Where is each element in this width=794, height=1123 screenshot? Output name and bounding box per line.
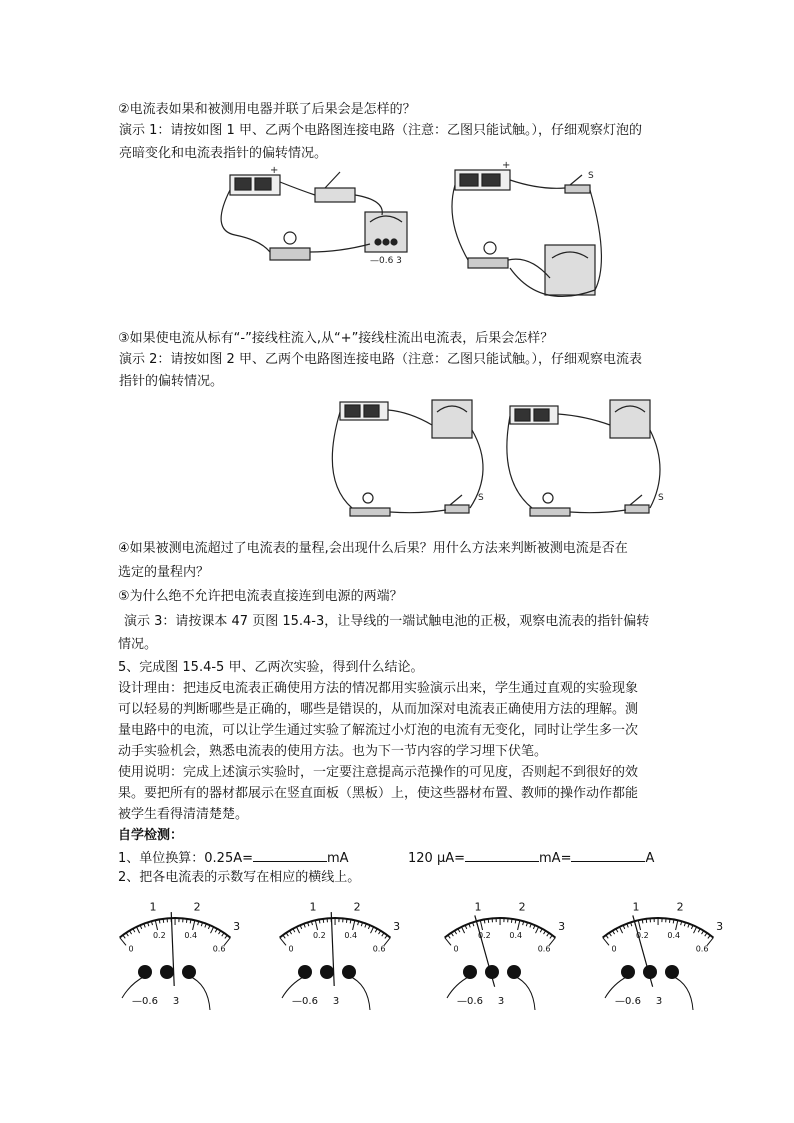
dial-top-label: 1 (632, 900, 640, 914)
wire (122, 976, 145, 998)
dial-bottom-label: 0.4 (509, 930, 523, 940)
terminal (320, 965, 334, 979)
dial-bottom-label: 0 (288, 944, 294, 954)
dial-tick (315, 920, 317, 930)
dial-top-label: 1 (149, 900, 157, 914)
dial-tick (694, 927, 697, 933)
usage-line2: 果。要把所有的器材都展示在竖直面板（黑板）上，使这些器材布置、教师的操作动作都能 (118, 786, 639, 801)
terminal-label: —0.6 (615, 996, 641, 1007)
q2-demo-line1: 演示 1：请按如图 1 甲、乙两个电路图连接电路（注意：乙图只能试触。），仔细观察灯泡的 (119, 123, 642, 138)
figure-2-circuits (320, 390, 665, 525)
dial-bottom-label: 0.6 (537, 944, 551, 954)
dial-tick (642, 919, 643, 923)
dial-tick (385, 935, 387, 938)
dial-tick (518, 920, 520, 930)
dial-top-label: 2 (676, 900, 684, 914)
item-5: 5、完成图 15.4-5 甲、乙两次实验，得到什么结论。 (118, 660, 424, 675)
self-test-q1 (118, 848, 349, 868)
dial-tick (627, 924, 628, 928)
dial-tick (190, 919, 191, 923)
dial-tick (379, 931, 381, 934)
dial-tick (365, 924, 366, 928)
dial-tick (375, 929, 377, 933)
svg-text:+: + (270, 165, 279, 176)
terminal-label: 3 (172, 996, 180, 1007)
dial-tick (155, 920, 157, 930)
q4-line1: ④如果被测电流超过了电流表的量程,会出现什么后果？用什么方法来判断被测电流是否在 (118, 541, 628, 556)
fig1-switch-label: S (588, 171, 594, 181)
dial-tick (445, 938, 451, 946)
q1b-prefix: 120 μA= (408, 851, 466, 866)
dial-top-label: 2 (193, 900, 201, 914)
reason-line3: 量电路中的电流，可以让学生通过实验了解流过小灯泡的电流有无变化，同时让学生多一次 (118, 723, 639, 738)
terminal-label: —0.6 (457, 996, 483, 1007)
fig2-switch-label-right: S (658, 493, 664, 503)
dial-tick (283, 935, 285, 938)
dial-bottom-label: 0.6 (372, 944, 386, 954)
wire (349, 976, 370, 1010)
dial-tick (225, 935, 227, 938)
dial-tick (286, 933, 288, 936)
dial-tick (676, 920, 678, 930)
dial-tick (137, 927, 140, 933)
ammeter-dial-2 (280, 900, 400, 1010)
terminal-label: 3 (497, 996, 505, 1007)
terminal (160, 965, 174, 979)
dial-tick (211, 927, 214, 933)
svg-text:+: + (502, 160, 511, 171)
dial-tick (120, 938, 126, 946)
dial-tick (673, 919, 674, 923)
reason-line1: 设计理由：把违反电流表正确使用方法的情况都用实验演示出来，学生通过直观的实验现象 (118, 681, 639, 696)
q1-unit-1: mA (327, 851, 349, 866)
dial-tick (448, 935, 450, 938)
dial-tick (688, 924, 689, 928)
usage-line3: 被学生看得清清楚楚。 (118, 807, 249, 822)
dial-bottom-label: 0.6 (212, 944, 226, 954)
dial-tick (350, 919, 351, 923)
dial-bottom-label: 0.2 (477, 930, 491, 940)
terminal (507, 965, 521, 979)
dial-tick (353, 920, 355, 930)
dial-tick (702, 931, 704, 934)
dial-tick (462, 927, 465, 933)
self-test-q2: 2、把各电流表的示数写在相应的横线上。 (118, 870, 361, 885)
ammeter-dial-3 (445, 900, 565, 1010)
dial-bottom-label: 0.2 (152, 930, 166, 940)
ammeter-dial-4 (603, 900, 723, 1010)
q3-demo-line2: 指针的偏转情况。 (119, 374, 224, 389)
wire (447, 976, 470, 998)
dial-tick (193, 920, 195, 930)
dial-tick (484, 919, 485, 923)
q5-line1: ⑤为什么绝不允许把电流表直接连到电源的两端？ (118, 589, 403, 604)
self-test-q1b (408, 848, 654, 868)
dial-tick (511, 919, 512, 923)
ammeter-dials (100, 888, 730, 1010)
dial-bottom-label: 0.2 (312, 930, 326, 940)
wire (605, 976, 628, 998)
wire (672, 976, 693, 1010)
dial-tick (638, 920, 640, 930)
q1-blank-1[interactable] (253, 848, 327, 862)
terminal (182, 965, 196, 979)
q2-demo-line2: 亮暗变化和电流表指针的偏转情况。 (119, 146, 328, 161)
dial-tick (480, 920, 482, 930)
terminal (665, 965, 679, 979)
dial-tick (530, 924, 531, 928)
dial-tick (515, 919, 516, 923)
dial-tick (371, 927, 374, 933)
dial-tick (550, 935, 552, 938)
fig1-meter-label: —0.6 3 (370, 256, 402, 266)
dial-tick (603, 938, 609, 946)
dial-top-label: 3 (558, 919, 566, 933)
q4-line2: 选定的量程内？ (118, 565, 210, 580)
terminal (342, 965, 356, 979)
dial-tick (201, 922, 202, 926)
terminal-label: 3 (655, 996, 663, 1007)
dial-tick (163, 919, 164, 923)
dial-tick (455, 931, 457, 934)
dial-bottom-label: 0.4 (667, 930, 681, 940)
dial-tick (304, 924, 305, 928)
terminal (138, 965, 152, 979)
dial-tick (144, 924, 145, 928)
dial-tick (186, 919, 187, 923)
dial-tick (297, 927, 300, 933)
dial-tick (616, 929, 618, 933)
dial-tick (130, 931, 132, 934)
dial-tick (620, 927, 623, 933)
terminal (485, 965, 499, 979)
q3-demo-line1: 演示 2：请按如图 2 甲、乙两个电路图连接电路（注意：乙图只能试触。），仔细观察电流表 (119, 352, 642, 367)
dial-top-label: 2 (353, 900, 361, 914)
dial-tick (290, 931, 292, 934)
dial-top-label: 2 (518, 900, 526, 914)
dial-tick (323, 919, 324, 923)
fig2-switch-label-left: S (478, 493, 484, 503)
dial-bottom-label: 0 (453, 944, 459, 954)
dial-tick (293, 929, 295, 933)
dial-tick (646, 919, 647, 923)
terminal (621, 965, 635, 979)
q5-demo-line2: 情况。 (118, 637, 158, 652)
dial-tick (544, 931, 546, 934)
dial-tick (606, 935, 608, 938)
dial-tick (346, 919, 347, 923)
dial-tick (451, 933, 453, 936)
terminal-label: —0.6 (292, 996, 318, 1007)
terminal (298, 965, 312, 979)
dial-tick (547, 933, 549, 936)
dial-tick (159, 919, 160, 923)
dial-bottom-label: 0.2 (635, 930, 649, 940)
dial-tick (133, 929, 135, 933)
dial-bottom-label: 0.4 (184, 930, 198, 940)
dial-tick (382, 933, 384, 936)
dial-tick (222, 933, 224, 936)
figure-1-circuits (210, 160, 610, 310)
wire (189, 976, 210, 1010)
reason-line4: 动手实验机会，熟悉电流表的使用方法。也为下一节内容的学习埋下伏笔。 (118, 744, 548, 759)
q1-blank-2[interactable] (465, 848, 539, 862)
terminal (463, 965, 477, 979)
dial-tick (708, 935, 710, 938)
dial-bottom-label: 0 (128, 944, 134, 954)
terminal (643, 965, 657, 979)
dial-tick (488, 919, 489, 923)
dial-tick (669, 919, 670, 923)
dial-bottom-label: 0.6 (695, 944, 709, 954)
dial-top-label: 3 (233, 919, 241, 933)
reason-line2: 可以轻易的判断哪些是正确的，哪些是错误的，从而加深对电流表正确使用方法的理解。测 (118, 702, 639, 717)
q2-title: ②电流表如果和被测用电器并联了后果会是怎样的？ (118, 102, 416, 117)
terminal-label: 3 (332, 996, 340, 1007)
dial-tick (613, 931, 615, 934)
wire (514, 976, 535, 1010)
q5-demo-line1: 演示 3：请按课本 47 页图 15.4-3，让导线的一端试触电池的正极，观察电流表的指针偏转 (124, 614, 650, 629)
dial-tick (536, 927, 539, 933)
dial-tick (319, 919, 320, 923)
dial-tick (526, 922, 527, 926)
dial-tick (609, 933, 611, 936)
dial-bottom-label: 0 (611, 944, 617, 954)
self-test-heading: 自学检测： (118, 828, 184, 843)
dial-tick (219, 931, 221, 934)
dial-top-label: 3 (393, 919, 401, 933)
q1-prefix: 1、单位换算：0.25A= (118, 851, 254, 866)
terminal-label: —0.6 (132, 996, 158, 1007)
dial-tick (205, 924, 206, 928)
dial-tick (123, 935, 125, 938)
dial-tick (148, 922, 149, 926)
ammeter-dial-1 (120, 900, 240, 1010)
usage-line1: 使用说明：完成上述演示实验时，一定要注意提高示范操作的可见度，否则起不到很好的效 (118, 765, 639, 780)
dial-tick (458, 929, 460, 933)
dial-top-label: 1 (309, 900, 317, 914)
dial-tick (126, 933, 128, 936)
dial-tick (280, 938, 286, 946)
dial-tick (361, 922, 362, 926)
q3-title: ③如果使电流从标有“-”接线柱流入,从“+”接线柱流出电流表，后果会怎样？ (118, 331, 554, 346)
dial-tick (473, 922, 474, 926)
q1-blank-3[interactable] (571, 848, 645, 862)
dial-tick (215, 929, 217, 933)
dial-tick (540, 929, 542, 933)
dial-tick (631, 922, 632, 926)
dial-tick (469, 924, 470, 928)
dial-tick (684, 922, 685, 926)
dial-tick (705, 933, 707, 936)
dial-tick (308, 922, 309, 926)
dial-bottom-label: 0.4 (344, 930, 358, 940)
q1-unit-3: A (645, 851, 655, 866)
dial-tick (698, 929, 700, 933)
wire (282, 976, 305, 998)
dial-top-label: 3 (716, 919, 724, 933)
dial-top-label: 1 (474, 900, 482, 914)
q1-unit-2: mA= (539, 851, 572, 866)
